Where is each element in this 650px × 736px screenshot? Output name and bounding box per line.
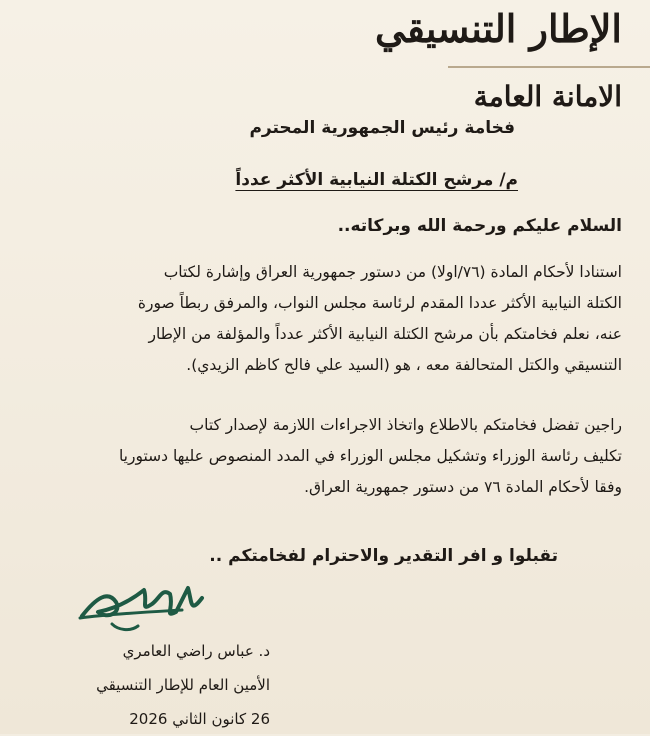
letterhead-title: الإطار التنسيقي — [375, 6, 622, 51]
paragraph-2-line: تكليف رئاسة الوزراء وتشكيل مجلس الوزراء في المدد المنصوص عليها دستوريا — [118, 447, 622, 465]
addressee: فخامة رئيس الجمهورية المحترم — [249, 118, 515, 138]
closing-line: تقبلوا و افر التقدير والاحترام لفخامتكم .. — [209, 546, 558, 566]
signer-name: د. عباس راضي العامري — [122, 642, 270, 660]
paragraph-1-line: استنادا لأحكام المادة (٧٦/اولا) من دستور جمهورية العراق وإشارة لكتاب — [163, 263, 622, 281]
handwritten-signature — [78, 568, 208, 638]
letter-date: 26 كانون الثاني 2026 — [129, 710, 270, 728]
letterhead-rule — [448, 66, 650, 68]
secretariat-heading: الامانة العامة — [473, 80, 622, 113]
signer-block — [70, 634, 270, 736]
paragraph-1-line: عنه، نعلم فخامتكم بأن مرشح الكتلة النيابية الأكثر عدداً والمؤلفة من الإطار — [148, 325, 622, 343]
paragraph-1 — [26, 257, 622, 381]
subject-line — [235, 170, 518, 190]
subject-text: م/ مرشح الكتلة النيابية الأكثر عدداً — [235, 170, 518, 190]
paragraph-2-line: وفقا لأحكام المادة ٧٦ من دستور جمهورية العراق. — [304, 478, 622, 496]
paragraph-2-line: راجين تفضل فخامتكم بالاطلاع واتخاذ الاجراءات اللازمة لإصدار كتاب — [189, 416, 622, 434]
paragraph-1-line: التنسيقي والكتل المتحالفة معه ، هو (السيد علي فالح كاظم الزيدي). — [186, 356, 622, 374]
signer-position: الأمين العام للإطار التنسيقي — [96, 676, 270, 694]
paragraph-2 — [26, 410, 622, 503]
greeting: السلام عليكم ورحمة الله وبركاته.. — [337, 216, 622, 236]
paragraph-1-line: الكتلة النيابية الأكثر عددا المقدم لرئاسة مجلس النواب، والمرفق ربطاً صورة — [137, 294, 622, 312]
